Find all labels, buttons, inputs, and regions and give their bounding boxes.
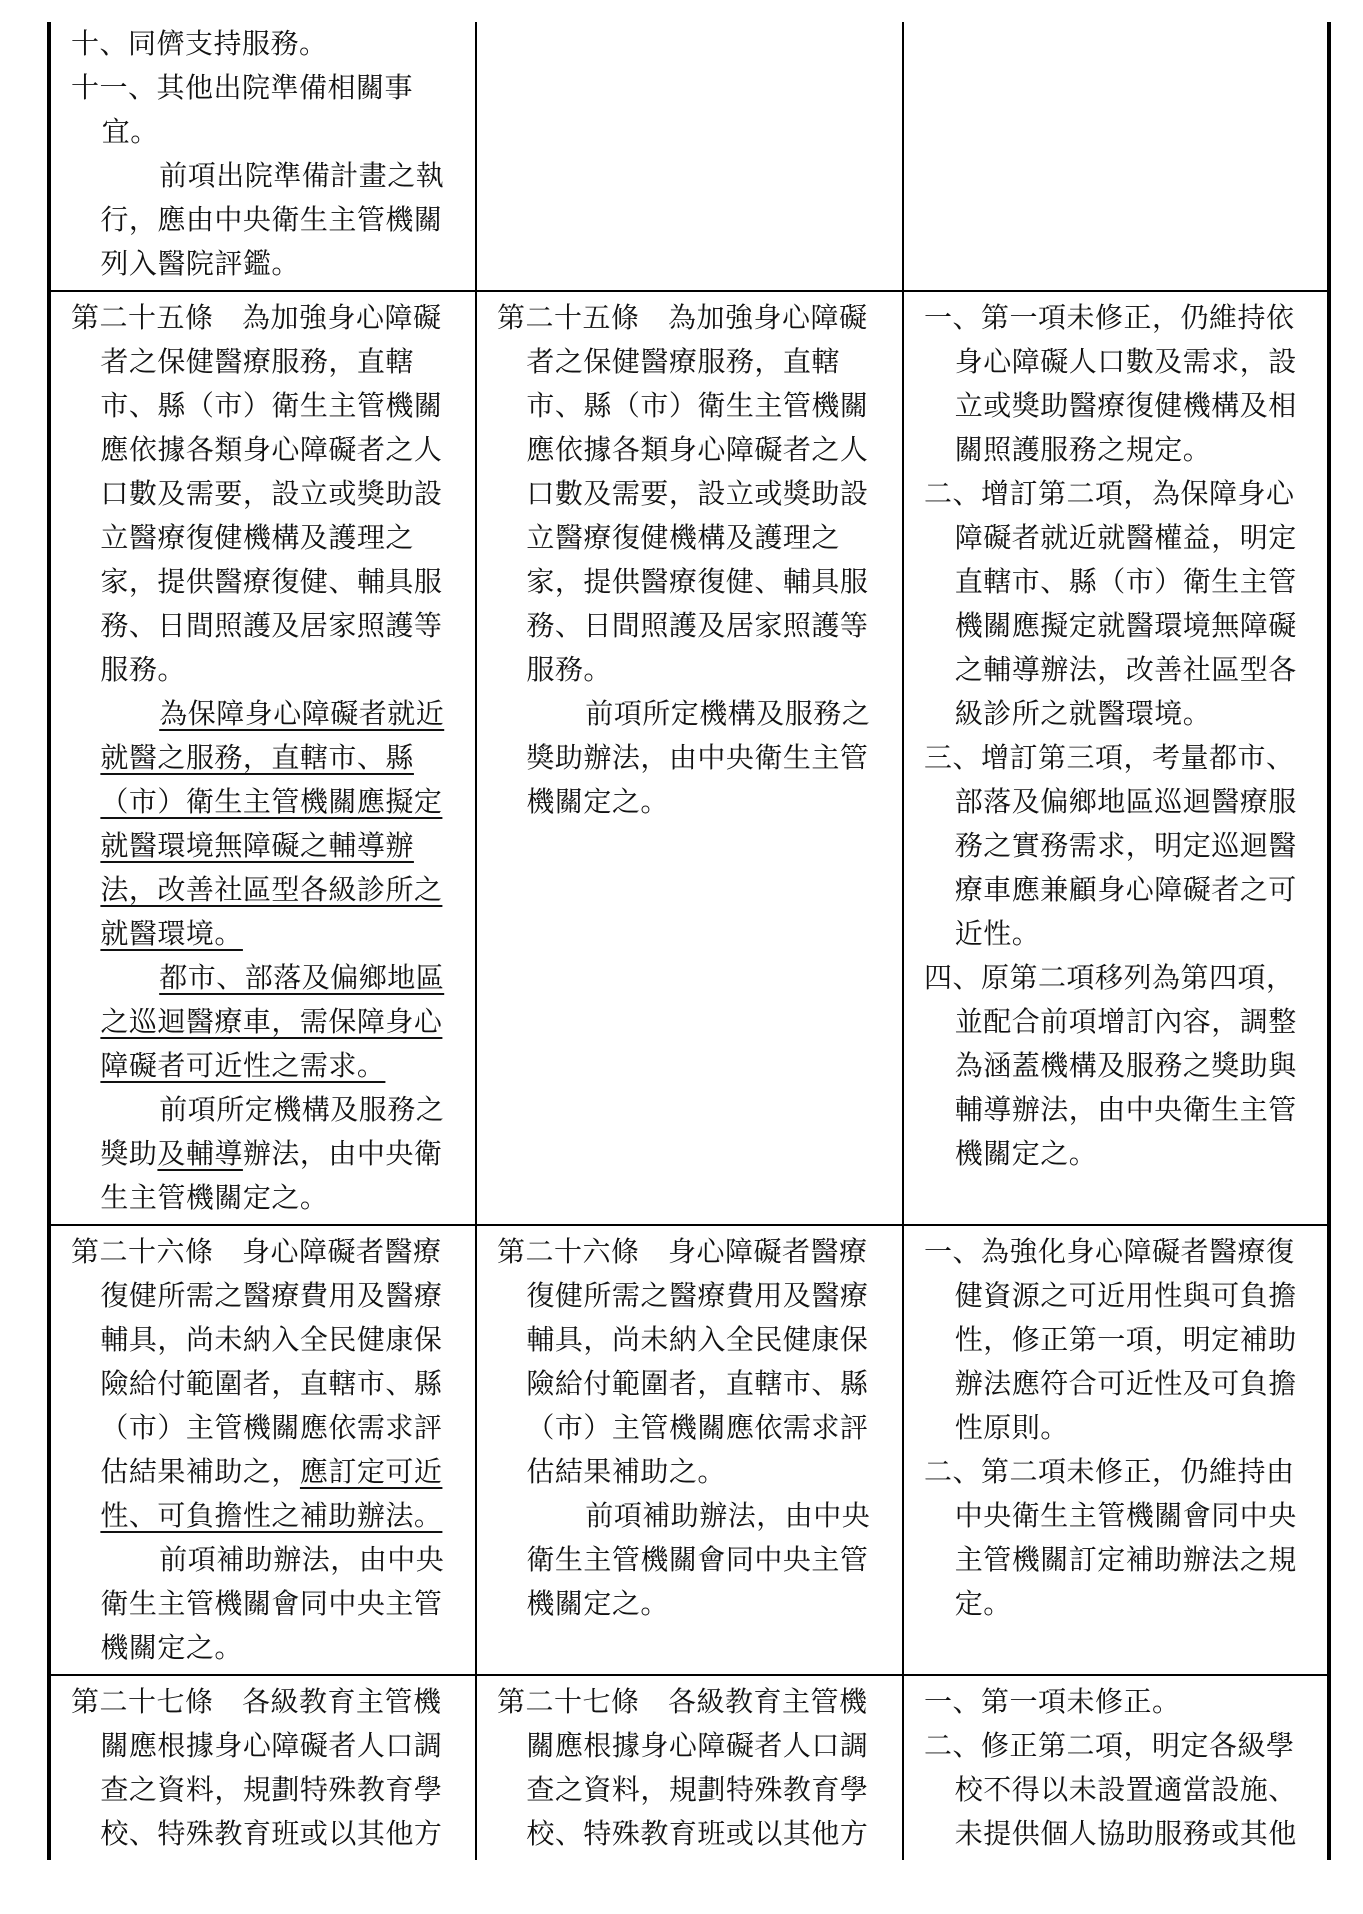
explanation-item: 三、增訂第三項，考量都市、部落及偏鄉地區巡迴醫療服務之實務需求，明定巡迴醫療車應兼顧身心障礙者之可近性。: [924, 741, 1297, 950]
clause-paragraph: 前項所定機構及服務之獎助辦法，由中央衛生主管機關定之。: [526, 697, 871, 818]
explanation-item: 二、修正第二項，明定各級學校不得以未設置適當設施、未提供個人協助服務或其他: [924, 1729, 1297, 1850]
explanation-cell: [903, 22, 1329, 291]
article-paragraph: 第二十五條 為加強身心障礙者之保健醫療服務，直轄市、縣（市）衛生主管機關應依據各類身心障礙者之人口數及需要，設立或獎助設立醫療復健機構及護理之家，提供醫療復健、輔具服務、日間照護及居家照護等服務。: [497, 301, 869, 686]
clause-paragraph: 為保障身心障礙者就近就醫之服務，直轄市、縣（市）衛生主管機關應擬定就醫環境無障礙之輔導辦法，改善社區型各級診所之就醫環境。: [100, 697, 445, 950]
explanation-item: 一、第一項未修正，仍維持依身心障礙人口數及需求，設立或獎助醫療復健機構及相關照護服務之規定。: [924, 301, 1297, 466]
clause-paragraph: 十一、其他出院準備相關事宜。: [71, 71, 414, 148]
underlined-amendment: 應訂定可近性、可負擔性之補助辦法。: [100, 1455, 443, 1532]
table-row: [49, 1675, 1329, 1860]
document-page: [47, 22, 1327, 1892]
current-text-cell: [476, 291, 903, 1225]
current-text-cell: [476, 1225, 903, 1675]
clause-paragraph: 都市、部落及偏鄉地區之巡迴醫療車，需保障身心障礙者可近性之需求。: [100, 961, 445, 1082]
clause-paragraph: 前項補助辦法，由中央衛生主管機關會同中央主管機關定之。: [100, 1543, 445, 1664]
clause-paragraph: 十、同儕支持服務。: [71, 27, 328, 60]
article-paragraph: 第二十六條 身心障礙者醫療復健所需之醫療費用及醫療輔具，尚未納入全民健康保險給付範圍者，直轄市、縣（市）主管機關應依需求評估結果補助之，應訂定可近性、可負擔性之補助辦法。: [71, 1235, 443, 1532]
clause-paragraph: 前項所定機構及服務之獎助及輔導辦法，由中央衛生主管機關定之。: [100, 1093, 445, 1214]
comparison-table: [47, 22, 1331, 1860]
explanation-item: 一、第一項未修正。: [924, 1685, 1181, 1718]
article-paragraph: 第二十七條 各級教育主管機關應根據身心障礙者人口調查之資料，規劃特殊教育學校、特殊教育班或以其他方: [71, 1685, 443, 1850]
explanation-cell: [903, 1675, 1329, 1860]
clause-paragraph: 前項出院準備計畫之執行，應由中央衛生主管機關列入醫院評鑑。: [100, 159, 445, 280]
underlined-amendment: 及輔導: [157, 1137, 243, 1170]
amended-text-cell: [49, 1675, 476, 1860]
table-row: [49, 22, 1329, 291]
explanation-item: 一、為強化身心障礙者醫療復健資源之可近用性與可負擔性，修正第一項，明定補助辦法應符合可近性及可負擔性原則。: [924, 1235, 1297, 1444]
explanation-cell: [903, 1225, 1329, 1675]
amended-text-cell: [49, 22, 476, 291]
article-paragraph: 第二十七條 各級教育主管機關應根據身心障礙者人口調查之資料，規劃特殊教育學校、特殊教育班或以其他方: [497, 1685, 869, 1850]
explanation-item: 二、第二項未修正，仍維持由中央衛生主管機關會同中央主管機關訂定補助辦法之規定。: [924, 1455, 1297, 1620]
article-paragraph: 第二十五條 為加強身心障礙者之保健醫療服務，直轄市、縣（市）衛生主管機關應依據各類身心障礙者之人口數及需要，設立或獎助設立醫療復健機構及護理之家，提供醫療復健、輔具服務、日間照護及居家照護等服務。: [71, 301, 443, 686]
current-text-cell: [476, 22, 903, 291]
table-row: [49, 291, 1329, 1225]
amended-text-cell: [49, 291, 476, 1225]
explanation-item: 二、增訂第二項，為保障身心障礙者就近就醫權益，明定直轄市、縣（市）衛生主管機關應擬定就醫環境無障礙之輔導辦法，改善社區型各級診所之就醫環境。: [924, 477, 1297, 730]
article-paragraph: 第二十六條 身心障礙者醫療復健所需之醫療費用及醫療輔具，尚未納入全民健康保險給付範圍者，直轄市、縣（市）主管機關應依需求評估結果補助之。: [497, 1235, 869, 1488]
amended-text-cell: [49, 1225, 476, 1675]
clause-paragraph: 前項補助辦法，由中央衛生主管機關會同中央主管機關定之。: [526, 1499, 871, 1620]
explanation-item: 四、原第二項移列為第四項，並配合前項增訂內容，調整為涵蓋機構及服務之獎助與輔導辦法，由中央衛生主管機關定之。: [924, 961, 1297, 1170]
table-row: [49, 1225, 1329, 1675]
explanation-cell: [903, 291, 1329, 1225]
comparison-table-body: [49, 22, 1329, 1860]
current-text-cell: [476, 1675, 903, 1860]
